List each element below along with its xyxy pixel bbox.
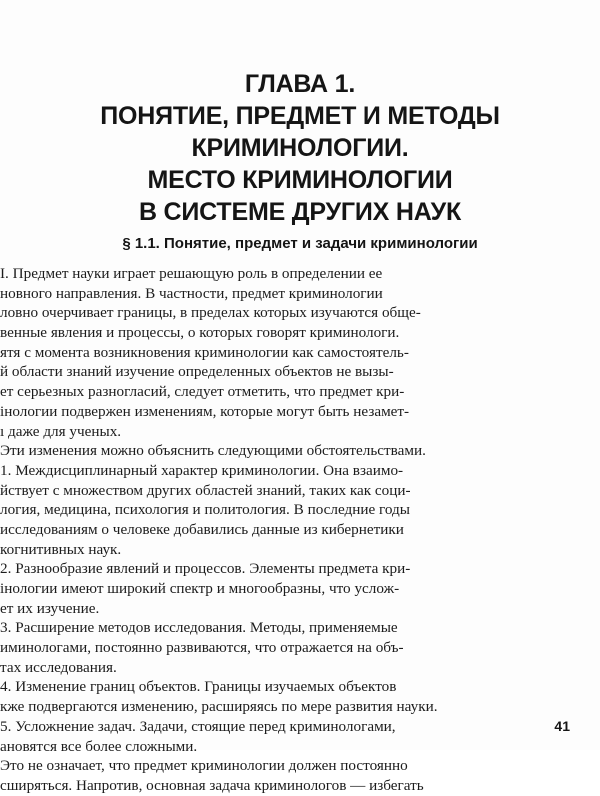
text-line: логия, медицина, психология и политология. В последние годы [0, 501, 410, 519]
text-line: ет серьезных разногласий, следует отметить, что предмет кри- [0, 383, 405, 401]
text-line: ловно очерчивает границы, в пределах которых изучаются обще- [0, 304, 421, 322]
page-number: 41 [554, 718, 570, 734]
text-line: й области знаний изучение определенных объектов не вызы- [0, 363, 394, 381]
chapter-title-line: МЕСТО КРИМИНОЛОГИИ [147, 166, 453, 194]
chapter-title-line: ГЛАВА 1. [244, 70, 356, 98]
text-line: інологии имеют широкий спектр и многообразны, что услож- [0, 580, 400, 597]
text-line: ı даже для ученых. [0, 422, 122, 440]
section-heading: § 1.1. Понятие, предмет и задачи криминологии [122, 235, 478, 252]
chapter-title-line: КРИМИНОЛОГИИ. [191, 134, 409, 162]
chapter-title-line: В СИСТЕМЕ ДРУГИХ НАУК [138, 198, 462, 226]
text-line: новного направления. В частности, предмет криминологии [0, 284, 383, 302]
text-line: 3. Расширение методов исследования. Методы, применяемые [0, 619, 398, 637]
chapter-title-line: ПОНЯТИЕ, ПРЕДМЕТ И МЕТОДЫ [100, 102, 500, 130]
chapter-title [40, 68, 560, 228]
text-line: Это не означает, что предмет криминологии должен постоянно [0, 757, 408, 775]
text-line: 4. Изменение границ объектов. Границы изучаемых объектов [0, 678, 397, 696]
text-line: Эти изменения можно объяснить следующими обстоятельствами. [0, 442, 426, 460]
text-line: I. Предмет науки играет решающую роль в определении ее [0, 265, 383, 282]
text-line: 5. Усложнение задач. Задачи, стоящие перед криминологами, [0, 717, 396, 735]
text-line: исследованиям о человеке добавились данные из кибернетики [0, 520, 404, 538]
text-line: иминологами, постоянно развиваются, что отражается на объ- [0, 639, 404, 657]
text-line: 2. Разнообразие явлений и процессов. Элементы предмета кри- [0, 560, 411, 578]
text-line: кже подвергаются изменению, расширяясь по мере развития науки. [0, 698, 438, 716]
text-line: когнитивных наук. [0, 540, 122, 558]
text-line: тах исследования. [0, 658, 117, 676]
text-line: йствует с множеством других областей знаний, таких как соци- [0, 481, 411, 499]
text-line: 1. Междисциплинарный характер криминологии. Она взаимо- [0, 461, 404, 479]
text-line: інологии подвержен изменениям, которые могут быть незамет- [0, 402, 410, 420]
text-line: сширяться. Напротив, основная задача криминологов — избегать [0, 776, 424, 794]
text-line: ятя с момента возникновения криминологии как самостоятель- [0, 343, 409, 361]
text-line: ет их изучение. [0, 599, 100, 617]
text-line: венные явления и процессы, о которых говорят криминологи. [0, 324, 400, 342]
text-line: ановятся все более сложными. [0, 737, 198, 755]
body-text [0, 264, 520, 796]
